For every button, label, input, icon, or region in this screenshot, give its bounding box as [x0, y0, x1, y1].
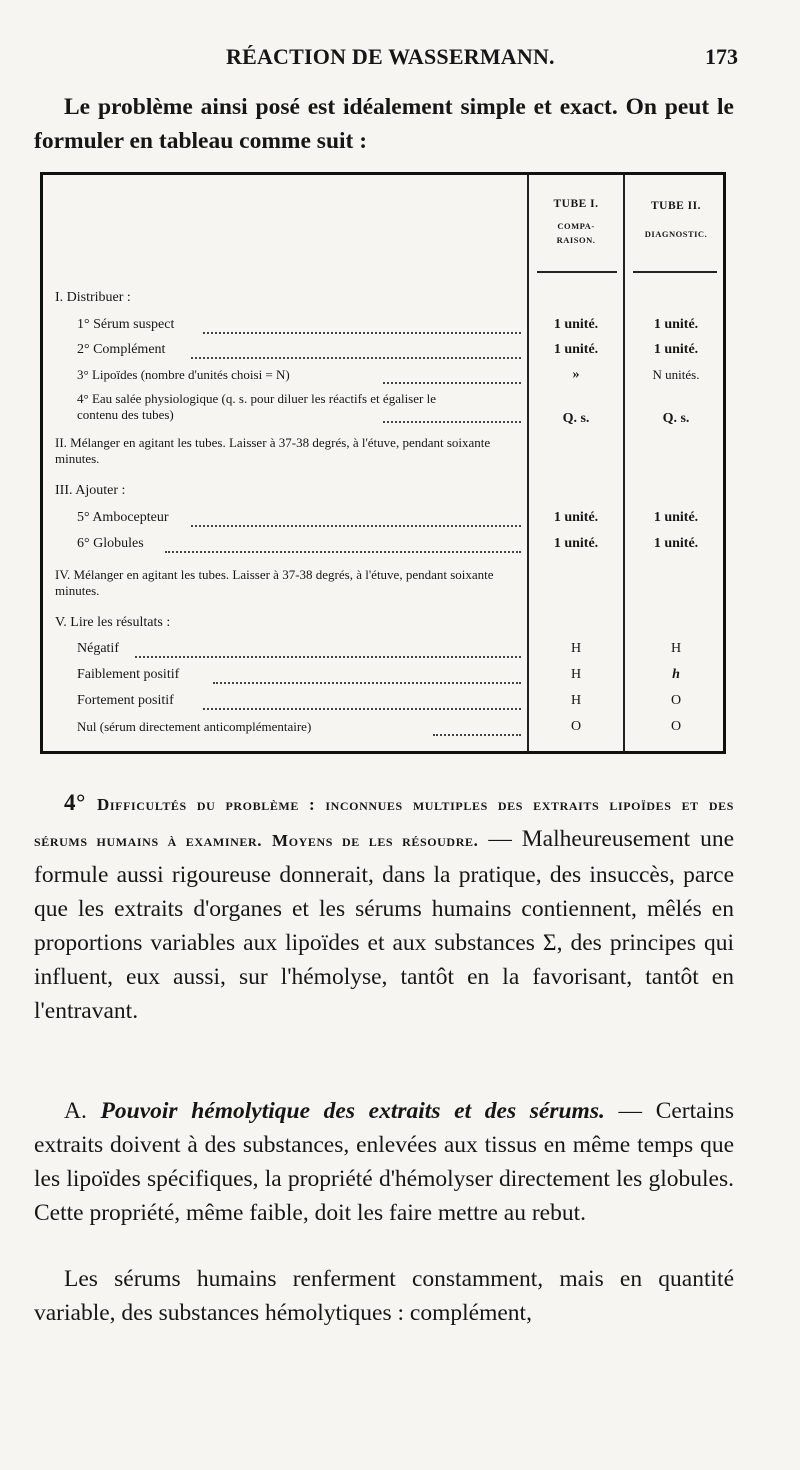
tube-1-value: H [570, 641, 582, 656]
tube-2-value: N unités. [652, 367, 700, 382]
section-body-text: — Malheureusement une formule aussi rigoureuse donnerait, dans la pratique, des insuccès, parce que les extraits d'organes et les sérums humains contiennent, mêlés en proportions variables aux lipoïdes et aux substances Σ, des principes qui influent, eux aussi, sur l'hémolyse, tantôt en la favorisant, tantôt en l'entravant. [34, 826, 734, 1024]
section-subheading: Moyens de les résoudre. [272, 831, 479, 850]
tube-2-value: h [672, 667, 680, 682]
section-number: 4° [64, 790, 86, 815]
row-label: 1° Sérum suspect [77, 317, 175, 332]
col-header-subtitle: DIAGNOSTIC. [644, 229, 708, 239]
dot-leader [203, 708, 521, 710]
column-divider [623, 175, 625, 751]
col-header-tube-2 [626, 197, 726, 243]
dot-leader [135, 656, 521, 658]
header-rule [537, 271, 617, 273]
dot-leader [433, 734, 521, 736]
tube-1-value: » [572, 367, 580, 382]
tube-2-value: O [670, 693, 682, 708]
paragraph-body: — Certains extraits doivent à des substances, enlevées aux tissus en même temps que les lipoïdes spécifiques, la propriété d'hémolyser directement les globules. Cette propriété, même faible, doit les faire mettre au rebut. [34, 1098, 735, 1226]
col-header-subtitle: COMPA-RAISON. [556, 221, 596, 245]
paragraph-letter: A. [64, 1098, 87, 1124]
row-label: IV. Mélanger en agitant les tubes. Laisser à 37-38 degrés, à l'étuve, pendant soixante minutes. [55, 567, 494, 598]
col-header-title: TUBE I. [553, 198, 599, 210]
column-divider [527, 175, 529, 751]
paragraph-b: Les sérums humains renferment constamment, mais en quantité variable, des substances hémolytiques : complément, [34, 1266, 734, 1326]
tube-1-value: Q. s. [562, 411, 590, 426]
row-label: V. Lire les résultats : [55, 615, 171, 630]
paragraph-a [34, 1094, 734, 1230]
dot-leader [213, 682, 521, 684]
dot-leader [191, 357, 521, 359]
col-header-title: TUBE II. [650, 200, 702, 212]
row-label: 4° Eau salée physiologique (q. s. pour diluer les réactifs et égaliser le contenu des tubes) [77, 391, 436, 422]
paragraph-title: Pouvoir hémolytique des extraits et des sérums. [100, 1098, 605, 1124]
col-header-tube-1 [530, 195, 622, 247]
row-label: 2° Complément [77, 342, 166, 357]
section-heading: Difficultés du problème : inconnues multiples des extraits lipoïdes et des sérums humains à examiner. [34, 795, 735, 850]
row-label: 6° Globules [77, 536, 144, 551]
row-label: Fortement positif [77, 693, 174, 708]
running-title: RÉACTION DE WASSERMANN. [226, 44, 555, 69]
tube-1-value: O [570, 719, 582, 734]
row-label: II. Mélanger en agitant les tubes. Laisser à 37-38 degrés, à l'étuve, pendant soixante minutes. [55, 435, 491, 466]
dot-leader [165, 551, 521, 553]
tube-1-value: H [570, 667, 582, 682]
tube-1-value: H [570, 693, 582, 708]
row-label: Nul (sérum directement anticomplémentaire) [77, 719, 312, 734]
page-header [0, 44, 800, 80]
page-number: 173 [705, 44, 738, 69]
dot-leader [383, 421, 521, 423]
row-label: III. Ajouter : [55, 483, 126, 498]
protocol-table [40, 172, 726, 754]
tube-2-value: 1 unité. [653, 536, 699, 551]
tube-2-value: 1 unité. [653, 342, 699, 357]
tube-2-value: 1 unité. [653, 510, 699, 525]
tube-1-value: 1 unité. [553, 536, 599, 551]
header-rule [633, 271, 717, 273]
row-label: Faiblement positif [77, 667, 180, 682]
dot-leader [191, 525, 521, 527]
tube-2-value: H [670, 641, 682, 656]
row-label: 5° Ambocepteur [77, 510, 169, 525]
row-label: Négatif [77, 641, 119, 656]
tube-1-value: 1 unité. [553, 510, 599, 525]
tube-1-value: 1 unité. [553, 317, 599, 332]
tube-2-value: Q. s. [662, 411, 690, 426]
dot-leader [203, 332, 521, 334]
tube-2-value: 1 unité. [653, 317, 699, 332]
section-4-paragraph [34, 786, 734, 1028]
row-label: 3° Lipoïdes (nombre d'unités choisi = N) [77, 367, 290, 382]
tube-2-value: O [670, 719, 682, 734]
intro-paragraph: Le problème ainsi posé est idéalement simple et exact. On peut le formuler en tableau comme suit : [34, 94, 734, 154]
row-label: I. Distribuer : [55, 290, 131, 305]
tube-1-value: 1 unité. [553, 342, 599, 357]
dot-leader [383, 382, 521, 384]
